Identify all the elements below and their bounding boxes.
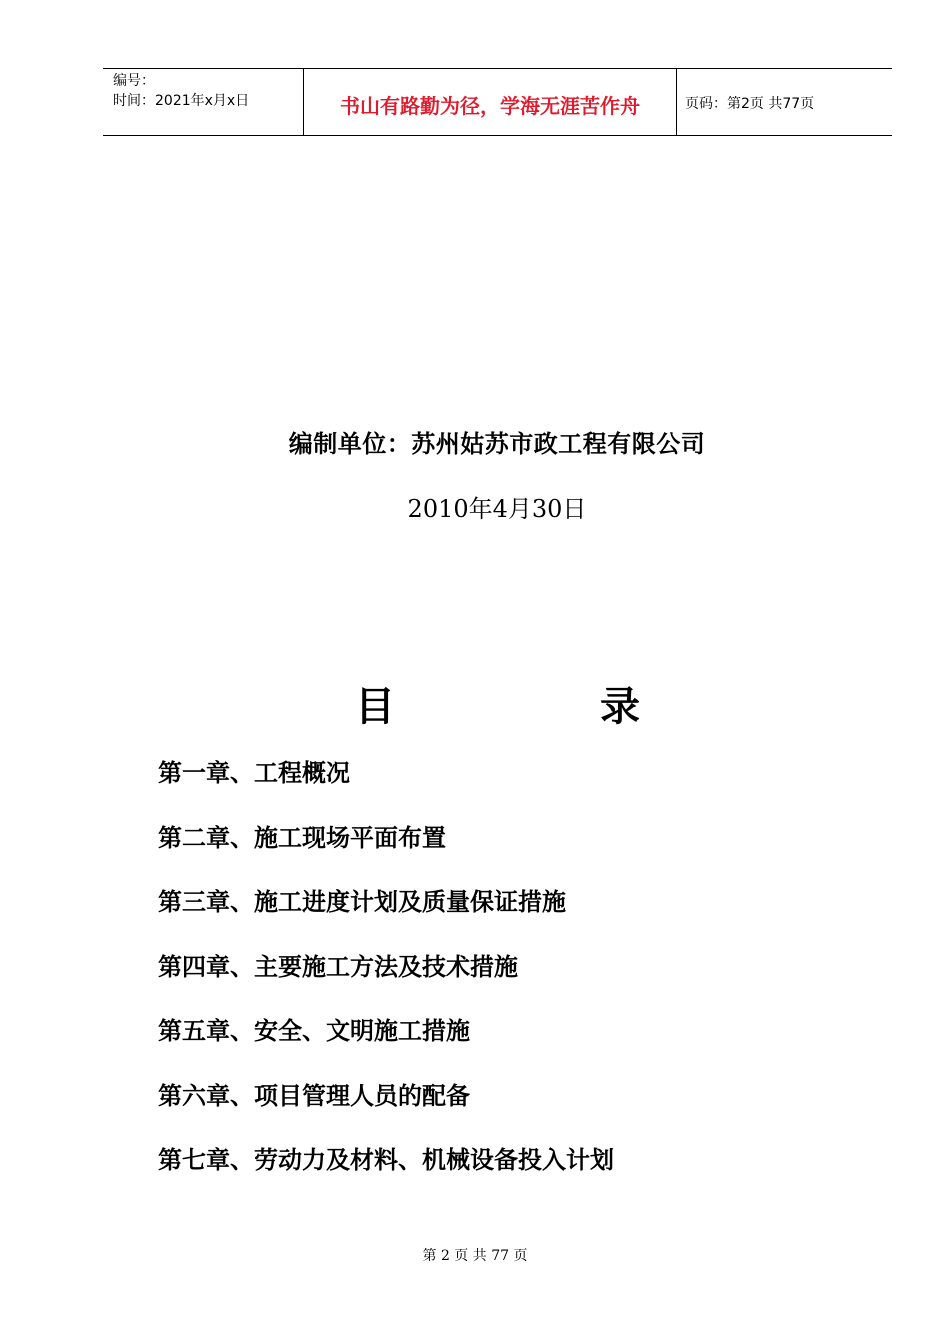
header-meta xyxy=(103,69,304,135)
toc-title-char-2: 录 xyxy=(600,683,640,730)
toc-item[interactable]: 第二章、施工现场平面布置 xyxy=(158,822,446,852)
toc-item[interactable]: 第三章、施工进度计划及质量保证措施 xyxy=(158,887,566,916)
serial-number-label: 编号： xyxy=(113,73,155,89)
page-header xyxy=(103,68,892,136)
toc-list xyxy=(158,755,614,1207)
toc-title xyxy=(0,675,950,730)
page-footer: 第 2 页 共 77 页 xyxy=(422,1248,528,1264)
company-name: 编制单位：苏州姑苏市政工程有限公司 xyxy=(288,429,706,458)
toc-item[interactable]: 第六章、项目管理人员的配备 xyxy=(158,1080,470,1110)
document-date: 2010年4月30日 xyxy=(407,495,587,523)
time-label: 时间：2021年x月x日 xyxy=(113,93,250,109)
header-page-info: 页码：第2页 共77页 xyxy=(685,96,815,112)
header-motto: 书山有路勤为径，学海无涯苦作舟 xyxy=(304,69,677,135)
toc-item[interactable]: 第一章、工程概况 xyxy=(158,758,350,787)
toc-item[interactable]: 第五章、安全、文明施工措施 xyxy=(158,1016,470,1045)
toc-title-char-1: 目 xyxy=(355,683,395,730)
toc-item[interactable]: 第四章、主要施工方法及技术措施 xyxy=(158,951,518,981)
toc-item[interactable]: 第七章、劳动力及材料、机械设备投入计划 xyxy=(158,1145,614,1174)
